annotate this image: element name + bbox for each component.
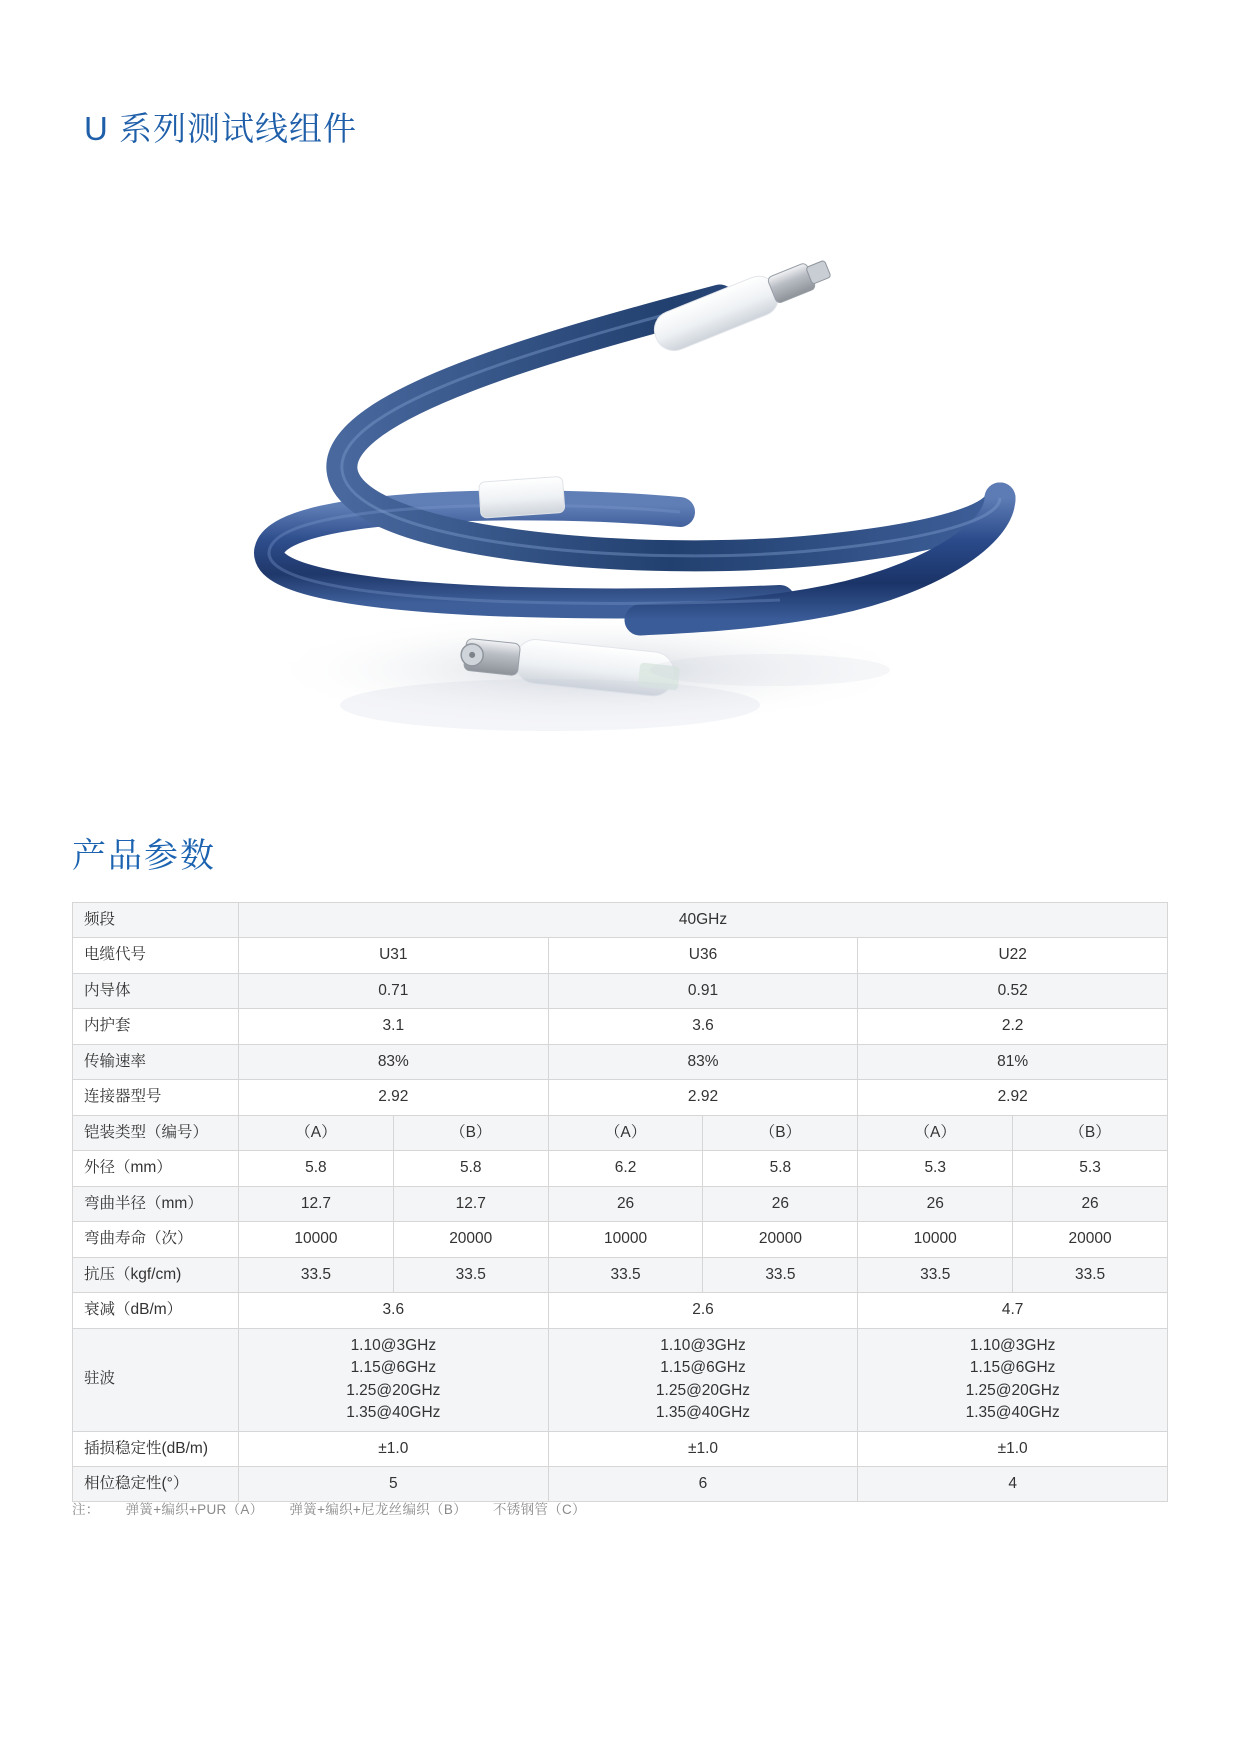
row-label: 插损稳定性(dB/m)	[73, 1431, 239, 1466]
row-value: 12.7	[239, 1186, 394, 1221]
row-value: （B）	[703, 1115, 858, 1150]
row-value: （B）	[1013, 1115, 1168, 1150]
row-value-vswr-u22	[858, 1328, 1168, 1431]
product-photo	[120, 200, 1120, 800]
table-row	[73, 1257, 1168, 1292]
row-value: （B）	[393, 1115, 548, 1150]
row-value-vswr-u31	[239, 1328, 549, 1431]
row-label: 抗压（kgf/cm)	[73, 1257, 239, 1292]
row-label: 频段	[73, 903, 239, 938]
table-row	[73, 1080, 1168, 1115]
row-value: ±1.0	[548, 1431, 858, 1466]
row-value-vswr-u36	[548, 1328, 858, 1431]
vswr-line: 1.10@3GHz	[969, 1336, 1056, 1354]
vswr-line: 1.25@20GHz	[965, 1381, 1060, 1399]
row-value: 10000	[858, 1222, 1013, 1257]
table-row	[73, 938, 1168, 973]
footnote-prefix: 注：	[72, 1502, 100, 1517]
row-value: 6.2	[548, 1151, 703, 1186]
table-row	[73, 973, 1168, 1008]
row-value: 20000	[1013, 1222, 1168, 1257]
row-value: 0.52	[858, 973, 1168, 1008]
table-row	[73, 1151, 1168, 1186]
table-row	[73, 1009, 1168, 1044]
row-value: 33.5	[548, 1257, 703, 1292]
table-row	[73, 1293, 1168, 1328]
row-value: 2.92	[858, 1080, 1168, 1115]
table-row	[73, 903, 1168, 938]
row-label: 内导体	[73, 973, 239, 1008]
row-value: U22	[858, 938, 1168, 973]
row-value: 26	[548, 1186, 703, 1221]
row-value: 4.7	[858, 1293, 1168, 1328]
row-value: 40GHz	[239, 903, 1168, 938]
row-value: 33.5	[1013, 1257, 1168, 1292]
table-body	[73, 903, 1168, 1502]
table-row	[73, 1115, 1168, 1150]
row-label: 衰减（dB/m）	[73, 1293, 239, 1328]
row-value: 10000	[548, 1222, 703, 1257]
vswr-line: 1.35@40GHz	[965, 1404, 1060, 1422]
row-value: ±1.0	[239, 1431, 549, 1466]
table-row	[73, 1044, 1168, 1079]
vswr-line: 1.15@6GHz	[969, 1359, 1056, 1377]
row-value: 83%	[239, 1044, 549, 1079]
row-value: 0.91	[548, 973, 858, 1008]
row-value: 5.3	[1013, 1151, 1168, 1186]
row-value: 5.8	[393, 1151, 548, 1186]
row-value: 2.2	[858, 1009, 1168, 1044]
row-label: 外径（mm）	[73, 1151, 239, 1186]
row-value: 3.6	[548, 1009, 858, 1044]
row-value: 26	[858, 1186, 1013, 1221]
row-value: 20000	[703, 1222, 858, 1257]
vswr-line: 1.15@6GHz	[660, 1359, 746, 1377]
row-label: 弯曲寿命（次）	[73, 1222, 239, 1257]
row-value: 2.92	[548, 1080, 858, 1115]
row-value: （A）	[858, 1115, 1013, 1150]
row-value: U31	[239, 938, 549, 973]
table-row	[73, 1466, 1168, 1501]
footnote-item-b: 弹簧+编织+尼龙丝编织（B）	[289, 1502, 467, 1517]
row-value: 20000	[393, 1222, 548, 1257]
row-value: 3.6	[239, 1293, 549, 1328]
vswr-line: 1.25@20GHz	[655, 1381, 751, 1399]
vswr-line: 1.35@40GHz	[346, 1404, 441, 1422]
footnote-item-a: 弹簧+编织+PUR（A）	[125, 1502, 264, 1517]
row-label: 相位稳定性(°）	[73, 1466, 239, 1501]
vswr-line: 1.35@40GHz	[655, 1404, 751, 1422]
row-value: 3.1	[239, 1009, 549, 1044]
product-parameters-table	[72, 902, 1168, 1502]
row-value: 33.5	[393, 1257, 548, 1292]
row-value: ±1.0	[858, 1431, 1168, 1466]
section-title: 产品参数	[72, 837, 216, 875]
table-row-vswr	[73, 1328, 1168, 1431]
footnote	[72, 1498, 612, 1518]
row-value: 0.71	[239, 973, 549, 1008]
table-row	[73, 1222, 1168, 1257]
row-value: 6	[548, 1466, 858, 1501]
page-title: U 系列测试线组件	[84, 110, 357, 147]
row-value: 5	[239, 1466, 549, 1501]
row-label: 弯曲半径（mm）	[73, 1186, 239, 1221]
vswr-line: 1.10@3GHz	[350, 1336, 437, 1354]
row-value: 81%	[858, 1044, 1168, 1079]
row-value: 26	[703, 1186, 858, 1221]
row-value: 33.5	[858, 1257, 1013, 1292]
row-label: 连接器型号	[73, 1080, 239, 1115]
row-label: 驻波	[73, 1328, 239, 1431]
row-value: 5.8	[703, 1151, 858, 1186]
row-value: 12.7	[393, 1186, 548, 1221]
vswr-line: 1.10@3GHz	[660, 1336, 746, 1354]
row-value: 2.92	[239, 1080, 549, 1115]
row-label: 电缆代号	[73, 938, 239, 973]
vswr-line: 1.15@6GHz	[350, 1359, 437, 1377]
row-label: 传输速率	[73, 1044, 239, 1079]
row-value: （A）	[548, 1115, 703, 1150]
row-value: 10000	[239, 1222, 394, 1257]
row-value: 26	[1013, 1186, 1168, 1221]
table-row	[73, 1186, 1168, 1221]
row-value: 83%	[548, 1044, 858, 1079]
row-value: 4	[858, 1466, 1168, 1501]
row-value: 5.8	[239, 1151, 394, 1186]
row-value: 2.6	[548, 1293, 858, 1328]
row-value: U36	[548, 938, 858, 973]
table-row	[73, 1431, 1168, 1466]
row-value: 33.5	[239, 1257, 394, 1292]
vswr-line: 1.25@20GHz	[346, 1381, 441, 1399]
footnote-item-c: 不锈钢管（C）	[492, 1502, 586, 1517]
row-value: 5.3	[858, 1151, 1013, 1186]
row-label: 内护套	[73, 1009, 239, 1044]
row-value: （A）	[239, 1115, 394, 1150]
row-value: 33.5	[703, 1257, 858, 1292]
row-label: 铠装类型（编号）	[73, 1115, 239, 1150]
